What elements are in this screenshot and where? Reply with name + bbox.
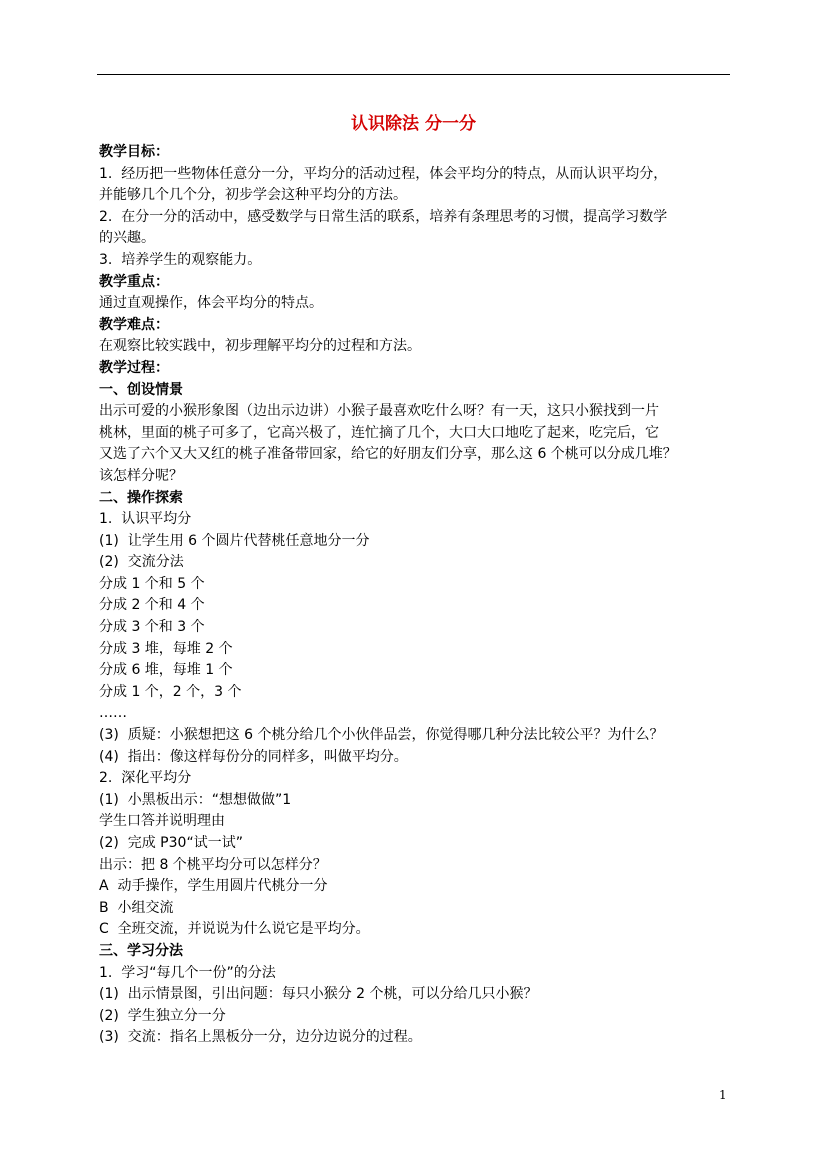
text-line: 分成 1 个和 5 个: [99, 575, 205, 592]
section-heading: 二、操作探索: [99, 489, 183, 506]
text-line: (1) 小黑板出示：“想想做做”1: [99, 791, 292, 808]
text-line: (1) 出示情景图，引出问题：每只小猴分 2 个桃，可以分给几只小猴？: [99, 986, 538, 1003]
text-line: 分成 1 个，2 个，3 个: [99, 683, 242, 700]
section-heading: 一、创设情景: [99, 381, 183, 398]
text-line: (3) 交流：指名上黑板分一分，边分边说分的过程。: [99, 1029, 422, 1046]
text-line: (2) 完成 P30“试一试”: [99, 835, 243, 851]
text-line: 的兴趣。: [99, 230, 155, 247]
text-line: (2) 交流分法: [99, 554, 184, 571]
text-line: 通过直观操作，体会平均分的特点。: [99, 295, 323, 312]
text-line: (4) 指出：像这样每份分的同样多，叫做平均分。: [99, 748, 408, 765]
text-line: 出示可爱的小猴形象图（边出示边讲）小猴子最喜欢吃什么呀？有一天，这只小猴找到一片: [99, 403, 659, 420]
text-line: 桃林，里面的桃子可多了，它高兴极了，连忙摘了几个，大口大口地吃了起来，吃完后，它: [99, 424, 659, 441]
text-line: 分成 2 个和 4 个: [99, 597, 205, 614]
section-heading: 教学目标：: [99, 144, 169, 160]
text-line: 3. 培养学生的观察能力。: [99, 251, 262, 268]
text-line: A 动手操作，学生用圆片代桃分一分: [99, 878, 328, 895]
text-line: 1. 经历把一些物体任意分一分，平均分的活动过程，体会平均分的特点，从而认识平均分，: [99, 165, 668, 182]
text-line: B 小组交流: [99, 899, 174, 916]
document-body: [99, 142, 731, 1049]
text-line: 学生口答并说明理由: [99, 813, 225, 830]
text-line: 分成 6 堆，每堆 1 个: [99, 662, 233, 679]
text-line: 出示：把 8 个桃平均分可以怎样分？: [99, 856, 327, 873]
document-title: 认识除法 分一分: [351, 114, 476, 134]
text-line: 该怎样分呢？: [99, 467, 183, 484]
text-line: (3) 质疑：小猴想把这 6 个桃分给几个小伙伴品尝，你觉得哪几种分法比较公平？为什么？: [99, 727, 664, 744]
text-line: C 全班交流，并说说为什么说它是平均分。: [99, 921, 370, 938]
section-heading: 教学重点：: [99, 273, 169, 290]
text-line: 2. 深化平均分: [99, 770, 192, 787]
page-number: 1: [719, 1088, 727, 1102]
section-heading: 三、学习分法: [99, 942, 183, 959]
text-line: ……: [99, 705, 127, 722]
section-heading: 教学难点：: [99, 316, 169, 333]
text-line: (2) 学生独立分一分: [99, 1007, 226, 1024]
text-line: 分成 3 堆，每堆 2 个: [99, 640, 233, 657]
text-line: 分成 3 个和 3 个: [99, 619, 205, 636]
text-line: 1. 学习“每几个一份”的分法: [99, 964, 276, 981]
text-line: 又选了六个又大又红的桃子准备带回家，给它的好朋友们分享，那么这 6 个桃可以分成几堆？: [99, 446, 677, 463]
text-line: 1. 认识平均分: [99, 511, 192, 528]
text-line: 2. 在分一分的活动中，感受数学与日常生活的联系，培养有条理思考的习惯，提高学习数学: [99, 208, 668, 225]
text-line: 在观察比较实践中，初步理解平均分的过程和方法。: [99, 338, 421, 355]
header-rule: [97, 74, 730, 75]
section-heading: 教学过程：: [99, 359, 169, 376]
text-line: (1) 让学生用 6 个圆片代替桃任意地分一分: [99, 532, 370, 549]
text-line: 并能够几个几个分，初步学会这种平均分的方法。: [99, 187, 407, 204]
